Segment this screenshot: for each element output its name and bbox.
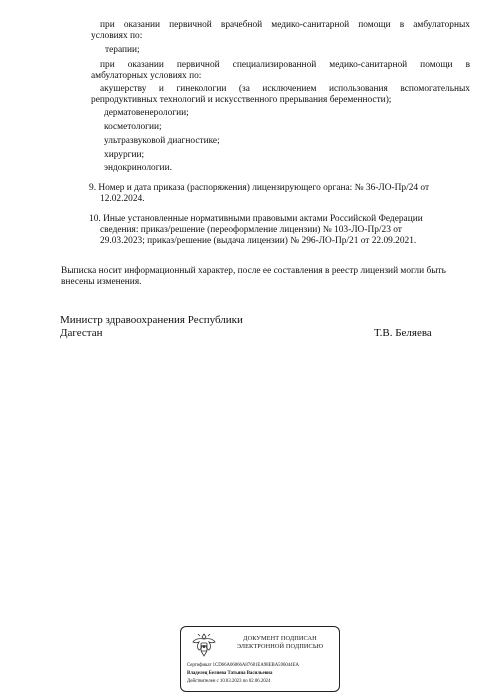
item-10-line: 10. Иные установленные нормативными правовыми актами Российской Федерации [89,214,423,224]
note-line: Выписка носит информационный характер, после ее составления в реестр лицензий могли быть [61,266,446,276]
item-9-line: 12.02.2024. [100,194,145,204]
item-9-line: 9. Номер и дата приказа (распоряжения) лицензирующего органа: № 36-ЛО-Пр/24 от [89,183,430,193]
stamp-validity: Действителен с 10.03.2023 по 02.06.2024 [187,679,271,684]
electronic-signature-stamp [180,626,340,692]
stamp-title: ЭЛЕКТРОННОЙ ПОДПИСЬЮ [236,643,324,650]
note-line: внесены изменения. [61,277,142,287]
text-line: дерматовенерологии; [104,108,189,118]
item-10-line: сведения: приказ/решение (переоформление лицензии) № 103-ЛО-Пр/23 от [100,225,402,235]
text-line: репродуктивных технологий и искусственного прерывания беременности); [91,95,392,105]
text-line: косметологии; [104,122,162,132]
text-line: амбулаторных условиях по: [91,71,202,81]
text-line: хирургии; [104,150,145,160]
text-line: условиях по: [91,31,143,41]
coat-of-arms-icon [189,630,219,660]
text-line: при оказании первичной врачебной медико-санитарной помощи в амбулаторных [100,20,470,30]
signatory-position: Дагестан [60,327,103,339]
item-10-line: 29.03.2023; приказ/решение (выдача лицензии) № 296-ЛО-Пр/21 от 22.09.2021. [100,236,417,246]
text-line: акушерству и гинекологии (за исключением использования вспомогательных [100,84,470,94]
text-line: эндокринологии. [104,163,172,173]
stamp-certificate: Сертификат 1CD66A06066A87681EA98EBA596044EA [187,663,299,668]
text-line: ультразвуковой диагностике; [104,136,220,146]
signatory-position: Министр здравоохранения Республики [60,314,243,326]
signatory-name: Т.В. Беляева [374,327,432,339]
stamp-title: ДОКУМЕНТ ПОДПИСАН [243,635,317,642]
stamp-owner: Владелец Беляева Татьяна Васильевна [187,671,273,676]
text-line: при оказании первичной специализированной медико-санитарной помощи в [100,60,470,70]
text-line: терапии; [105,45,140,55]
